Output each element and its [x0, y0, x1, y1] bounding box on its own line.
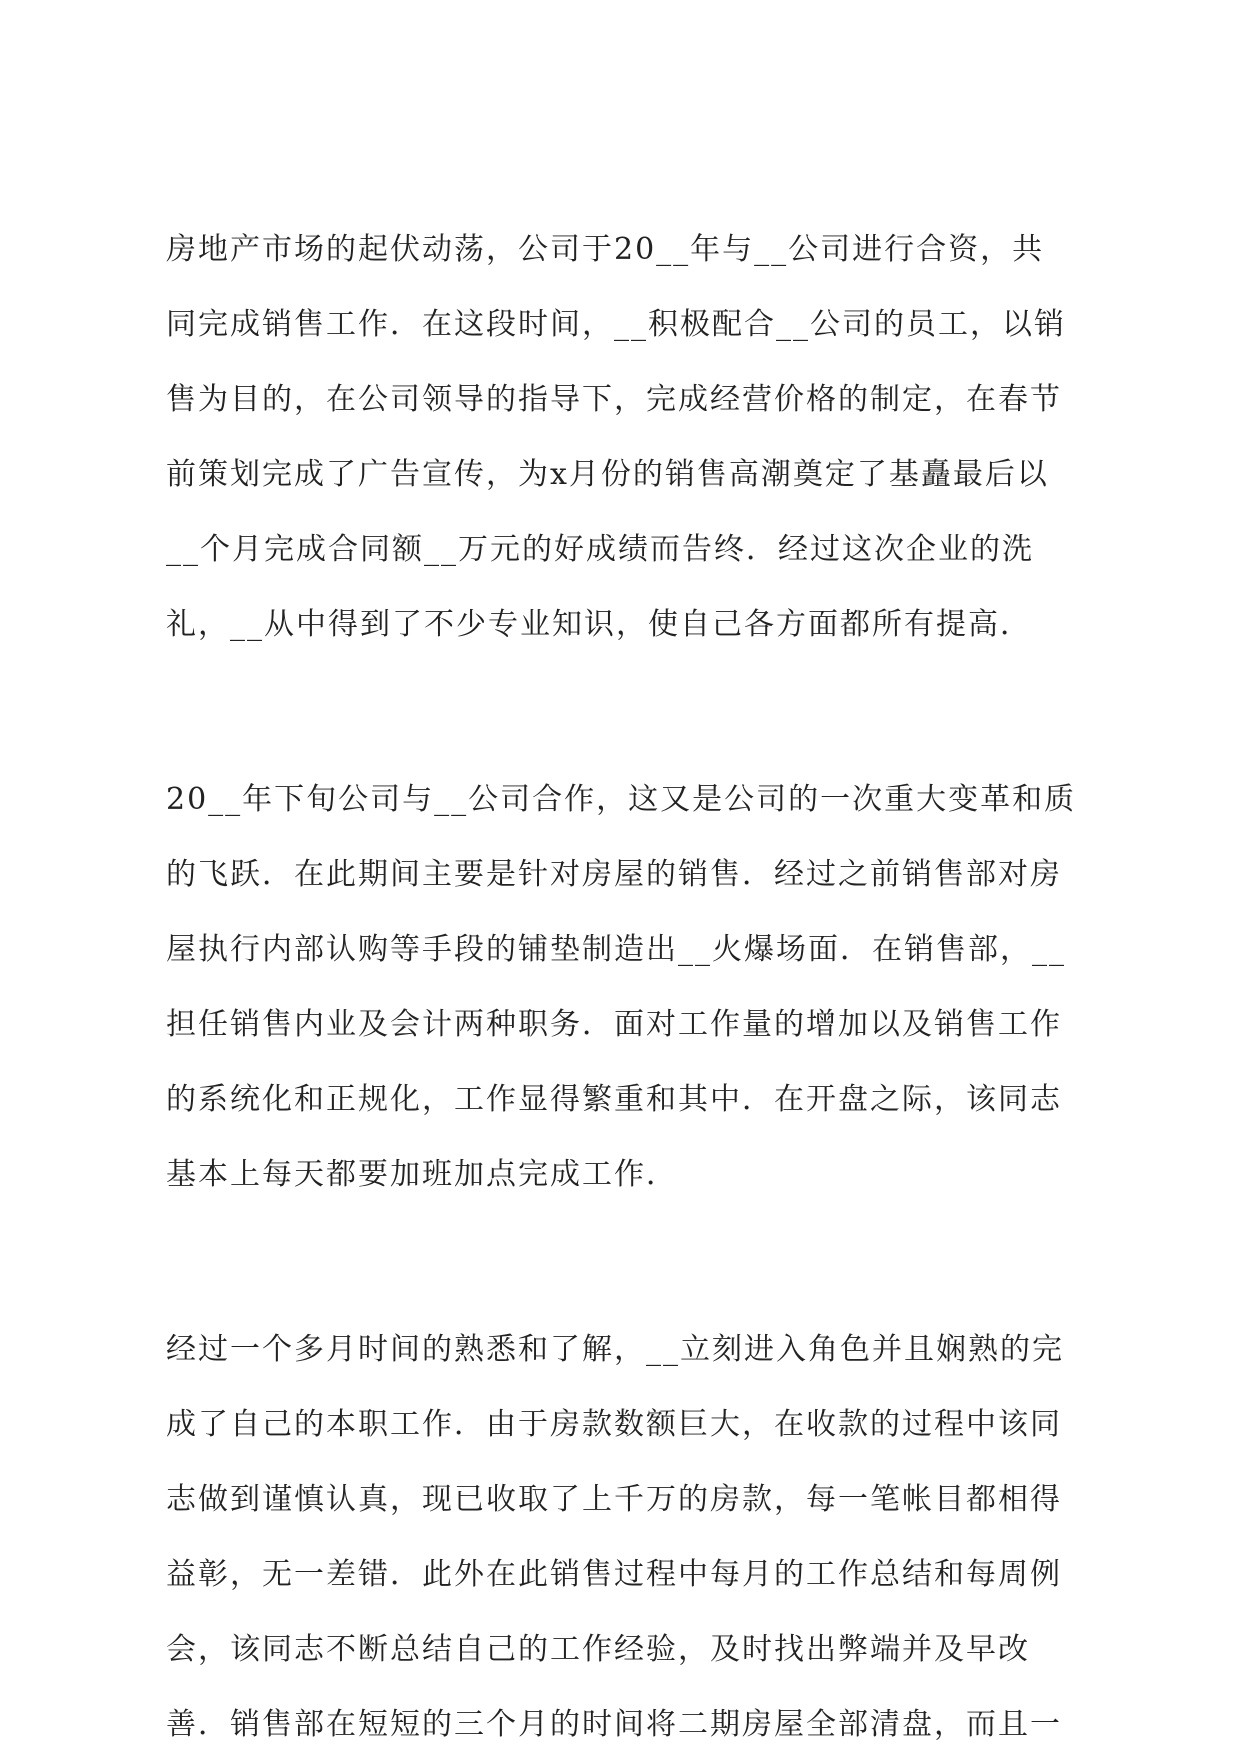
paragraph-line: 前策划完成了广告宣传，为x月份的销售高潮奠定了基矗最后以: [166, 457, 1049, 492]
paragraph-line: 志做到谨慎认真，现已收取了上千万的房款，每一笔帐目都相得: [166, 1482, 1062, 1517]
paragraph-line: 善．销售部在短短的三个月的时间将二期房屋全部清盘，而且一: [166, 1707, 1062, 1742]
paragraph-line: 礼，__从中得到了不少专业知识，使自己各方面都所有提高．: [166, 607, 1032, 642]
paragraph-line: 售为目的，在公司领导的指导下，完成经营价格的制定，在春节: [166, 382, 1062, 417]
paragraph-line: 20__年下旬公司与__公司合作，这又是公司的一次重大变革和质: [166, 782, 1077, 817]
paragraph-line: 成了自己的本职工作．由于房款数额巨大，在收款的过程中该同: [166, 1407, 1062, 1442]
paragraph-line: 屋执行内部认购等手段的铺垫制造出__火爆场面．在销售部，__: [166, 932, 1066, 967]
paragraph-line: 基本上每天都要加班加点完成工作．: [166, 1157, 678, 1192]
paragraph-line: __个月完成合同额__万元的好成绩而告终．经过这次企业的洗: [166, 532, 1034, 567]
paragraph-line: 会，该同志不断总结自己的工作经验，及时找出弊端并及早改: [166, 1632, 1030, 1667]
paragraph-line: 的飞跃．在此期间主要是针对房屋的销售．经过之前销售部对房: [166, 857, 1062, 892]
paragraph-line: 同完成销售工作．在这段时间，__积极配合__公司的员工，以销: [166, 307, 1066, 342]
paragraph-line: 担任销售内业及会计两种职务．面对工作量的增加以及销售工作: [166, 1007, 1062, 1042]
paragraph-line: 房地产市场的起伏动荡，公司于20__年与__公司进行合资，共: [166, 232, 1045, 267]
paragraph-line: 经过一个多月时间的熟悉和了解，__立刻进入角色并且娴熟的完: [166, 1332, 1064, 1367]
paragraph-line: 益彰，无一差错．此外在此销售过程中每月的工作总结和每周例: [166, 1557, 1062, 1592]
paragraph-line: 的系统化和正规化，工作显得繁重和其中．在开盘之际，该同志: [166, 1082, 1062, 1117]
